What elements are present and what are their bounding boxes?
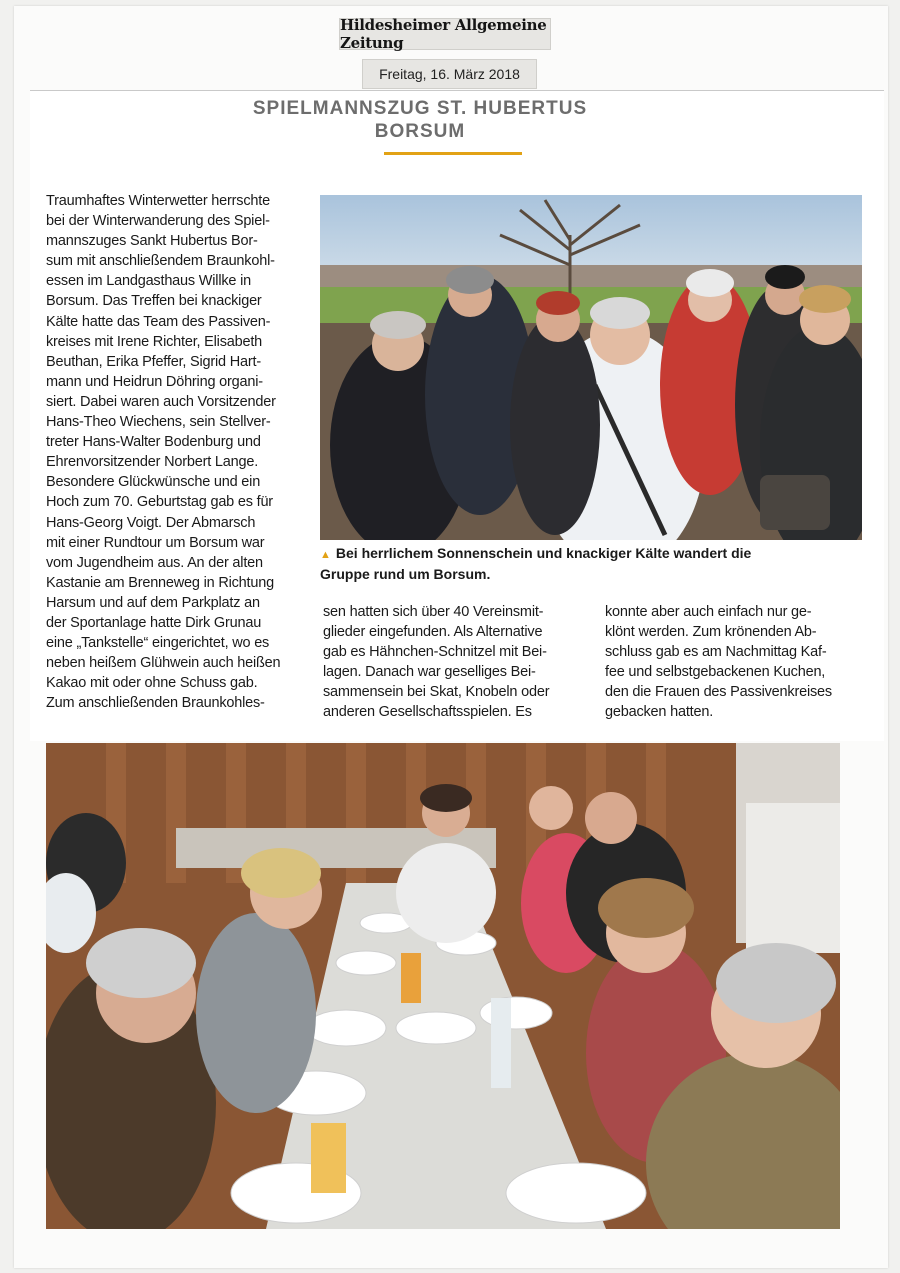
caption-line-1: Bei herrlichem Sonnenschein und knackiger Kälte wandert die (335, 545, 752, 561)
article-headline (30, 97, 810, 143)
article-clipping (30, 90, 884, 741)
newspaper-masthead: Hildesheimer Allgemeine Zeitung (339, 18, 551, 50)
headline-line-1: SPIELMANNSZUG ST. HUBERTUS (252, 98, 588, 119)
caption-triangle-icon: ▲ (320, 549, 331, 561)
article-column-2: sen hatten sich über 40 Vereinsmit- glieder eingefunden. Als Alternative gab es Hähnchen-Schnitzel mit Bei- lagen. Danach war geselliges Bei- sammensein bei Skat, Knobeln oder anderen Gesellschaftsspielen. Es (323, 604, 550, 721)
photo-caption (320, 544, 860, 584)
headline-accent-rule (384, 152, 522, 155)
caption-line-2: Gruppe rund um Borsum. (320, 566, 491, 582)
publication-date: Freitag, 16. März 2018 (362, 59, 537, 89)
article-column-1: Traumhaftes Winterwetter herrschte bei der Winterwanderung des Spiel- mannszuges Sankt Hubertus Bor- sum mit anschließendem Braunkohl- essen im Landgasthaus Willke in Borsum. Das Treffen bei knackiger Kälte hatte das Team des Passiven- kreises mit Irene Richter, Elisabeth Beuthan, Erika Pfeffer, Sigrid Hart- mann und Heidrun Döhring organi- siert. Dabei waren auch Vorsitzender Hans-Theo Wiechens, sein Stellver- treter Hans-Walter Bodenburg und Ehrenvorsitzender Norbert Lange. Besondere Glückwünsche und ein Hoch zum 70. Geburtstag gab es für Hans-Georg Voigt. Der Abmarsch mit einer Rundtour um Borsum war vom Jugendheim aus. An der alten Kastanie am Brenneweg in Richtung Harsum und auf dem Parkplatz an der Sportanlage hatte Dirk Grunau eine „Tankstelle“ eingerichtet, wo es neben heißem Glühwein auch heißen Kakao mit oder ohne Schuss gab. Zum anschließenden Braunkohles- (46, 193, 281, 712)
hiking-group-photo (320, 195, 862, 540)
headline-line-2: BORSUM (374, 121, 466, 142)
article-column-3: konnte aber auch einfach nur ge- klönt werden. Zum krönenden Ab- schluss gab es am Nachmittag Kaf- fee und selbstgebackenen Kuchen, den die Frauen des Passivenkreises gebacken hatten. (605, 604, 832, 721)
dinner-table-photo (46, 743, 840, 1229)
